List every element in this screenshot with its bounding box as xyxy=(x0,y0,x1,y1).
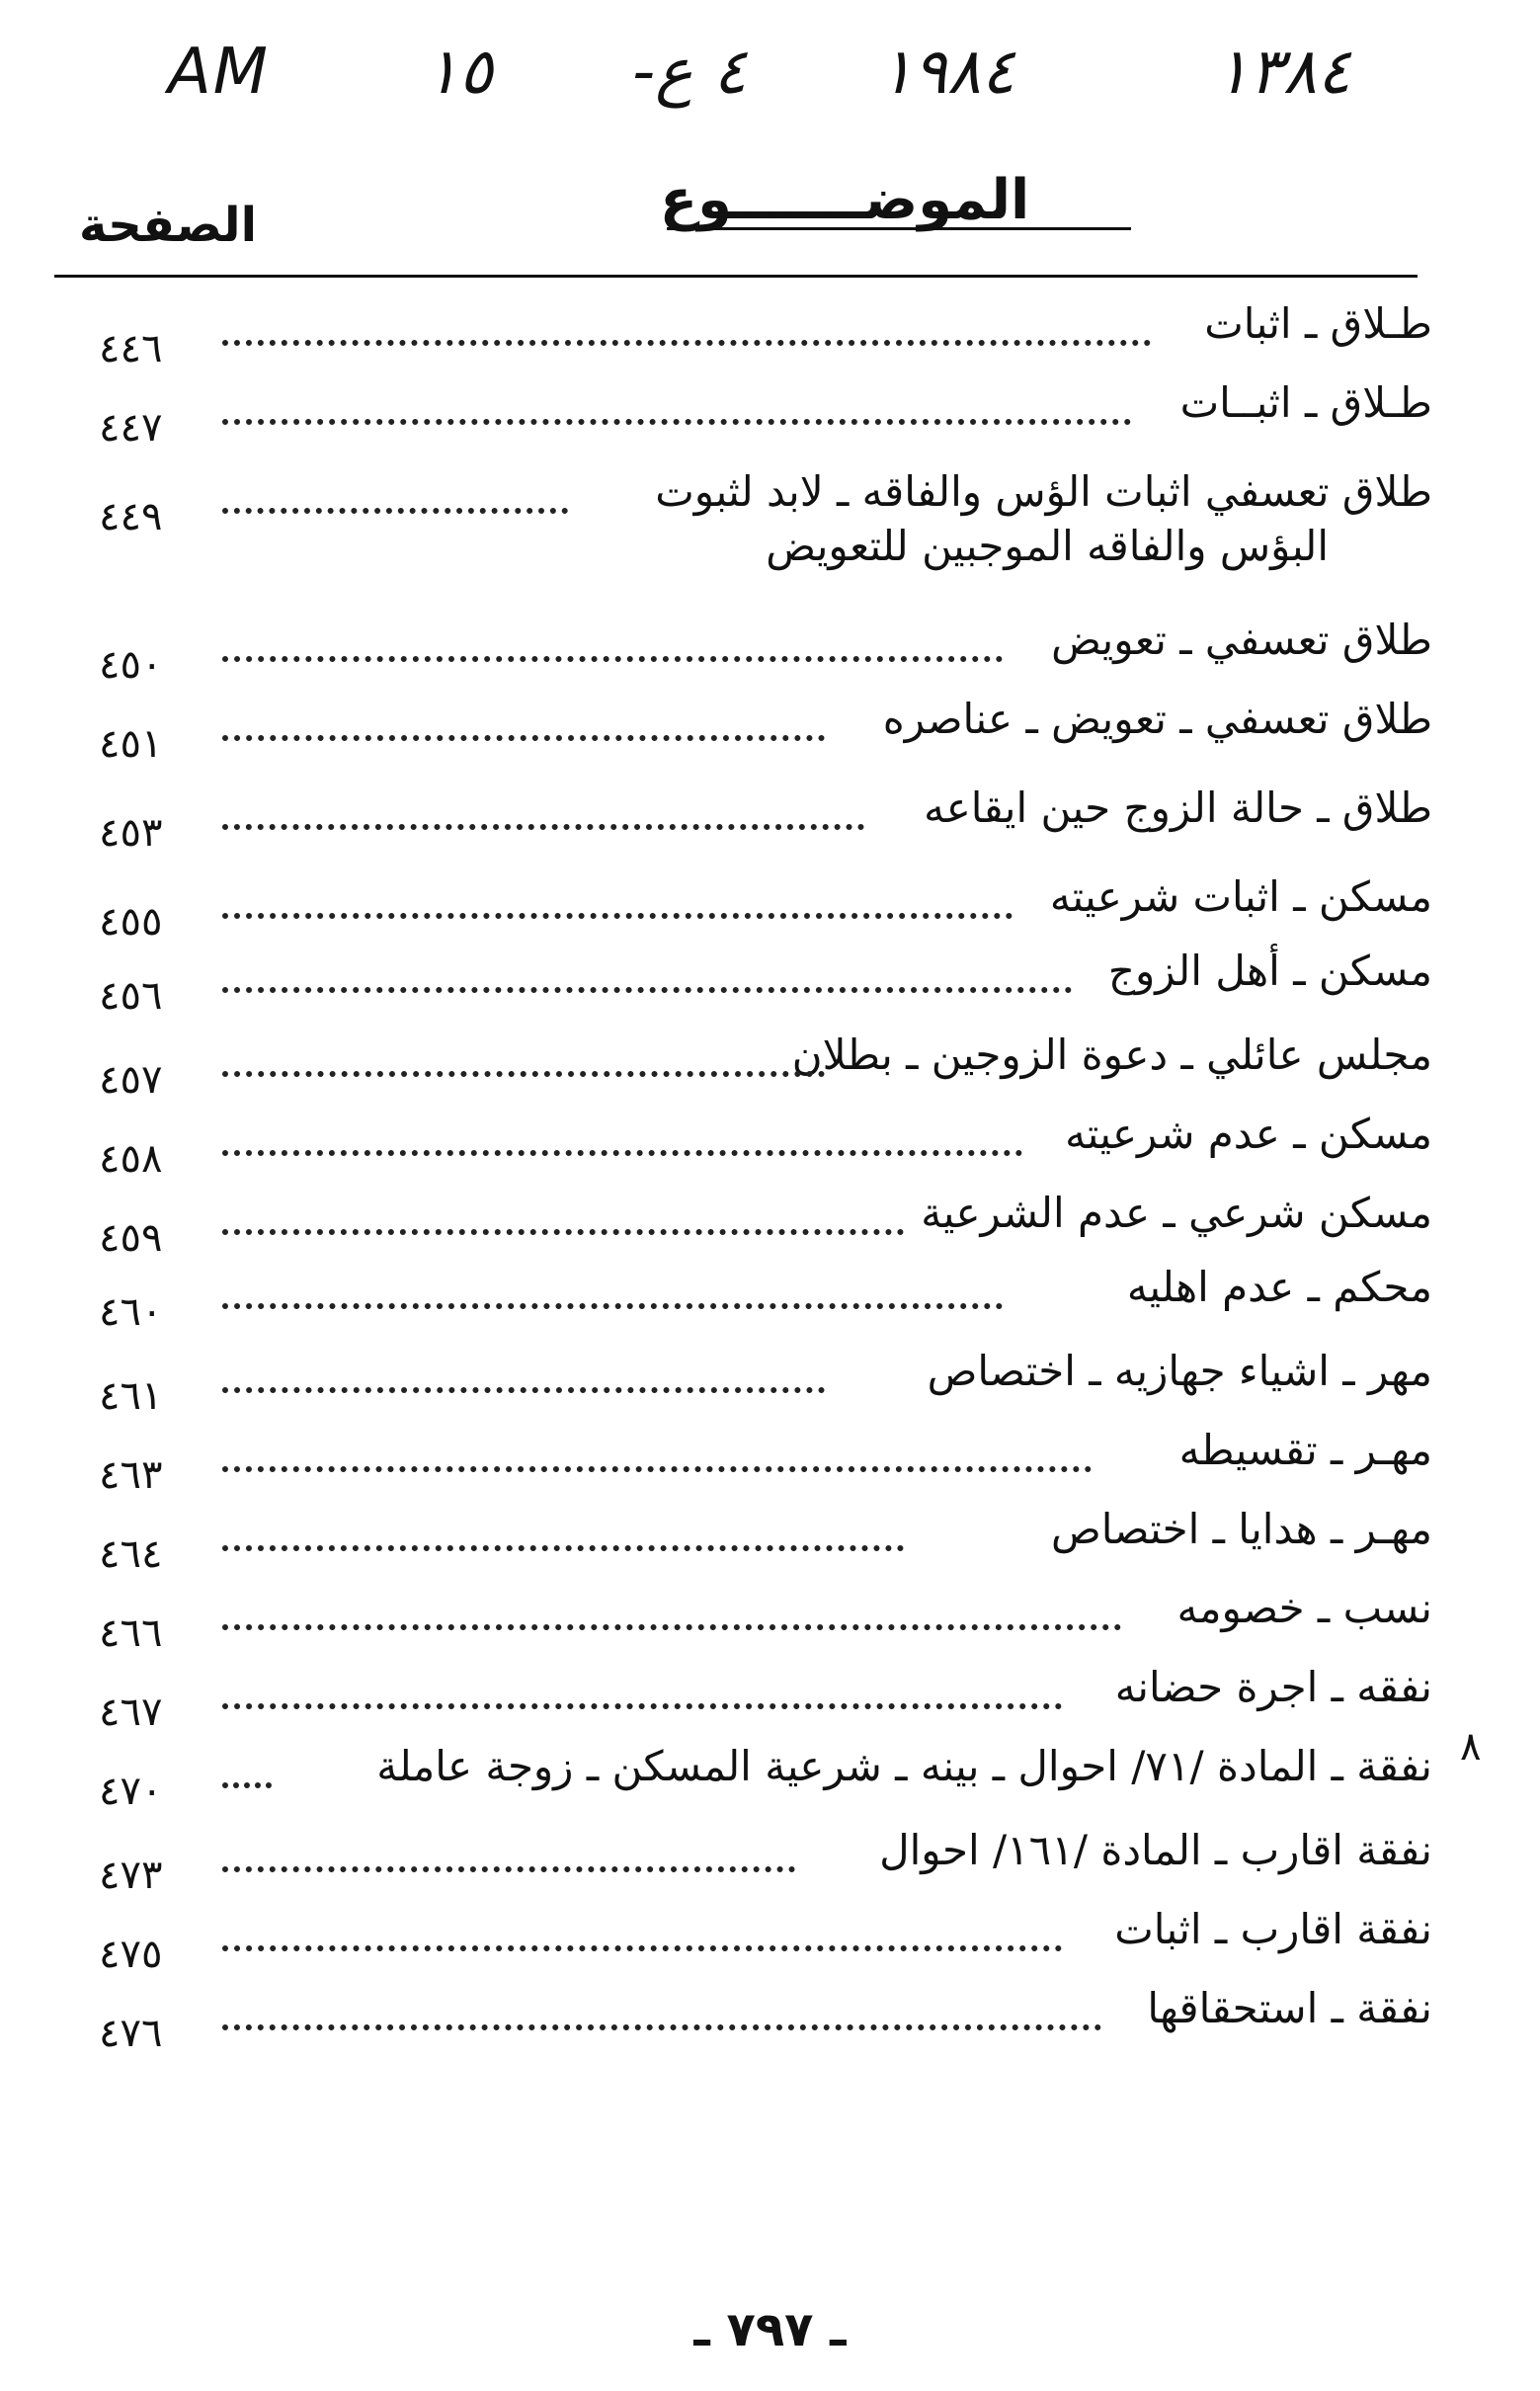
toc-entry xyxy=(99,296,1432,371)
dot-leader xyxy=(222,1387,825,1393)
entry-page-number: ٤٥٨ xyxy=(99,1136,163,1182)
entry-title: نفقة اقارب ـ المادة /١٦١/ احوال xyxy=(879,1826,1432,1874)
toc-entry xyxy=(99,869,1432,945)
handwritten-year-hijri: ١٣٨٤ xyxy=(1215,36,1351,109)
toc-entry xyxy=(99,1981,1432,2056)
entry-page-number: ٤٦٠ xyxy=(99,1289,163,1335)
entry-page-number: ٤٧٦ xyxy=(99,2011,163,2056)
dot-leader xyxy=(222,340,1151,346)
entry-page-number: ٤٦٣ xyxy=(99,1452,163,1498)
entry-page-number: ٤٦٤ xyxy=(99,1531,163,1577)
entry-page-number: ٤٤٩ xyxy=(99,494,163,539)
dot-leader xyxy=(222,508,568,514)
toc-entry xyxy=(99,1344,1432,1419)
margin-annotation: ٨ xyxy=(1460,1724,1482,1770)
entry-page-number: ٤٥٣ xyxy=(99,810,163,856)
entry-page-number: ٤٥٠ xyxy=(99,642,163,688)
toc-entry xyxy=(99,781,1432,856)
entry-title: نسب ـ خصومه xyxy=(1176,1584,1432,1632)
toc-entry xyxy=(99,464,1432,570)
entry-page-number: ٤٥٩ xyxy=(99,1215,163,1261)
toc-entry xyxy=(99,613,1432,688)
dot-leader xyxy=(222,1624,1121,1630)
entry-page-number: ٤٥٧ xyxy=(99,1057,163,1103)
entry-page-number: ٤٤٧ xyxy=(99,405,163,451)
entry-title: مسكن شرعي ـ عدم الشرعية xyxy=(921,1189,1432,1237)
toc-entry xyxy=(99,1260,1432,1335)
dot-leader xyxy=(222,656,1003,662)
entry-title: طلاق ـ حالة الزوج حين ايقاعه xyxy=(924,783,1432,832)
dot-leader xyxy=(222,1303,1003,1309)
dot-leader xyxy=(222,419,1131,425)
dot-leader xyxy=(222,913,1013,919)
toc-entry xyxy=(99,1028,1432,1103)
entry-title: نفقة اقارب ـ اثبات xyxy=(1114,1905,1432,1953)
dot-leader xyxy=(222,1945,1062,1951)
dot-leader xyxy=(222,2024,1101,2030)
handwritten-year-gregorian: ١٩٨٤ xyxy=(879,36,1015,109)
toc-entry xyxy=(99,1660,1432,1735)
toc-entry xyxy=(99,692,1432,767)
footer-page-number: ـ ٧٩٧ ـ xyxy=(693,2302,847,2357)
entry-page-number: ٤٥٥ xyxy=(99,899,163,945)
toc-entry xyxy=(99,1423,1432,1498)
entry-title: نفقة ـ استحقاقها xyxy=(1147,1984,1432,2032)
entry-page-number: ٤٦٦ xyxy=(99,1610,163,1656)
entry-page-number: ٤٤٦ xyxy=(99,326,163,371)
entry-title: طلاق تعسفي ـ تعويض xyxy=(1051,616,1432,664)
entry-page-number: ٤٦٧ xyxy=(99,1690,163,1735)
handwritten-issue: -٤ ع xyxy=(632,36,747,109)
entry-title-continuation: البؤس والفاقه الموجبين للتعويض xyxy=(766,522,1329,570)
toc-entry xyxy=(99,1823,1432,1898)
entry-page-number: ٤٧٥ xyxy=(99,1932,163,1977)
dot-leader xyxy=(222,1782,272,1788)
dot-leader xyxy=(222,1545,904,1551)
page-column-heading: الصفحة xyxy=(79,198,258,253)
dot-leader xyxy=(222,1466,1092,1472)
entry-title: مسكن ـ اثبات شرعيته xyxy=(1049,872,1432,921)
entry-title: نفقة ـ المادة /٧١/ احوال ـ بينه ـ شرعية المسكن ـ زوجة عاملة xyxy=(376,1742,1432,1790)
dot-leader xyxy=(222,824,864,830)
entry-title: محكم ـ عدم اهليه xyxy=(1126,1263,1432,1311)
dot-leader xyxy=(222,1866,795,1872)
toc-entry xyxy=(99,1502,1432,1577)
entry-page-number: ٤٧٣ xyxy=(99,1853,163,1898)
entry-title: طلاق تعسفي ـ تعويض ـ عناصره xyxy=(882,695,1432,743)
entry-page-number: ٤٥٦ xyxy=(99,973,163,1019)
dot-leader xyxy=(222,987,1072,993)
dot-leader xyxy=(222,1150,1022,1156)
toc-entry xyxy=(99,1902,1432,1977)
entry-title: مسكن ـ أهل الزوج xyxy=(1107,947,1432,995)
toc-entry xyxy=(99,375,1432,451)
entry-title: طلاق تعسفي اثبات الؤس والفاقه ـ لابد لثبوت xyxy=(655,467,1432,516)
entry-page-number: ٤٦١ xyxy=(99,1373,163,1419)
entry-title: مهـر ـ تقسيطه xyxy=(1178,1426,1432,1474)
dot-leader xyxy=(222,1229,904,1235)
entry-title: مجلس عائلي ـ دعوة الزوجين ـ بطلان xyxy=(791,1031,1432,1079)
handwritten-number: ١٥ xyxy=(425,36,493,109)
entry-page-number: ٤٧٠ xyxy=(99,1769,163,1814)
entry-title: طـلاق ـ اثبات xyxy=(1204,299,1432,348)
dot-leader xyxy=(222,1071,825,1077)
toc-entry xyxy=(99,1107,1432,1182)
toc-entry xyxy=(99,1739,1432,1814)
entry-title: مسكن ـ عدم شرعيته xyxy=(1065,1110,1432,1158)
entry-page-number: ٤٥١ xyxy=(99,721,163,767)
toc-entry xyxy=(99,1186,1432,1261)
handwritten-code: AM xyxy=(168,36,270,109)
subject-column-heading: الموضـــــــوع xyxy=(659,168,1030,232)
toc-entry xyxy=(99,944,1432,1019)
entry-title: طـلاق ـ اثبــات xyxy=(1179,378,1432,427)
dot-leader xyxy=(222,1703,1062,1709)
dot-leader xyxy=(222,735,825,741)
entry-title: نفقه ـ اجرة حضانه xyxy=(1114,1663,1432,1711)
toc-entry xyxy=(99,1581,1432,1656)
entry-title: مهر ـ اشياء جهازيه ـ اختصاص xyxy=(927,1347,1432,1395)
entry-title: مهـر ـ هدايا ـ اختصاص xyxy=(1051,1505,1432,1553)
